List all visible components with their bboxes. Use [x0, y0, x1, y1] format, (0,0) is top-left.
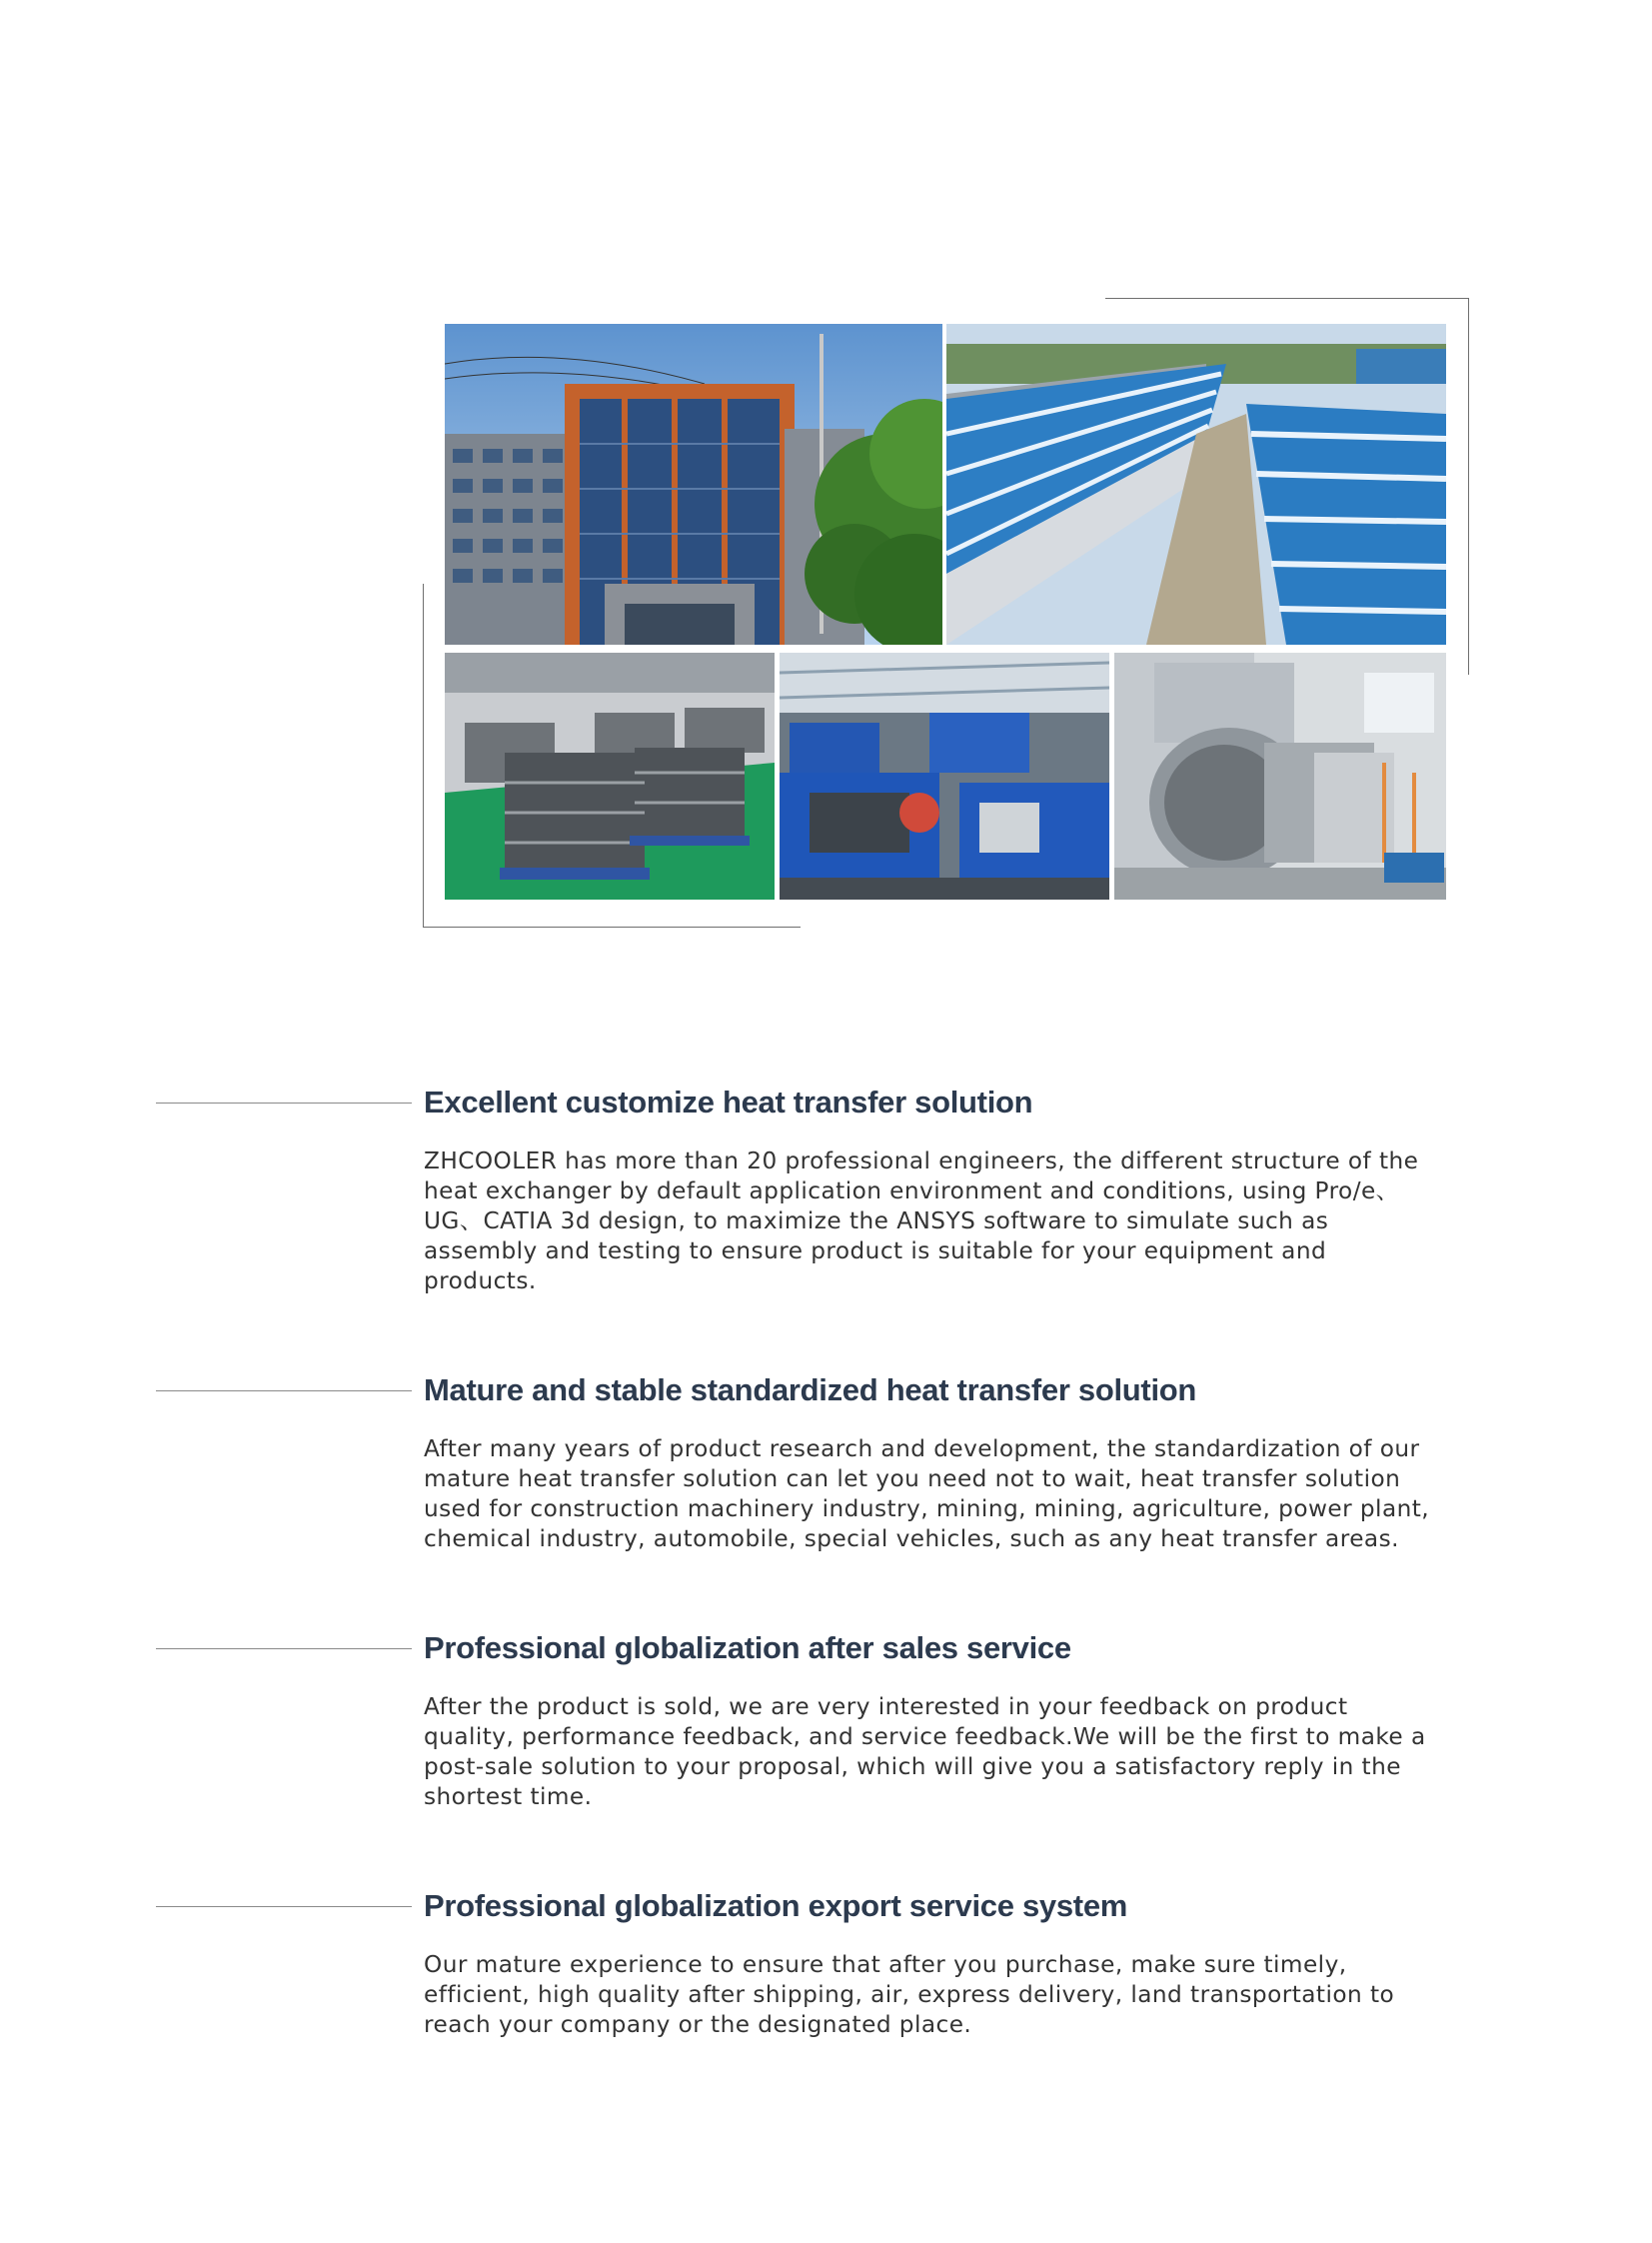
section-heading: Mature and stable standardized heat transfer solution: [424, 1372, 1197, 1407]
section-body: [424, 1434, 1483, 1554]
feature-section-export: [424, 1886, 1483, 2040]
frame-line-left: [423, 584, 424, 928]
vacuum-furnace-photo: [1114, 653, 1446, 900]
feature-section-after-sales: [424, 1628, 1483, 1812]
section-heading: Professional globalization after sales service: [424, 1630, 1071, 1665]
section-heading: Excellent customize heat transfer solution: [424, 1085, 1033, 1120]
body-line: mature heat transfer solution can let you need not to wait, heat transfer solution: [424, 1465, 1401, 1492]
section-body: [424, 1692, 1483, 1812]
body-line: ZHCOOLER has more than 20 professional engineers, the different structure of the: [424, 1147, 1419, 1174]
body-line: shortest time.: [424, 1783, 593, 1810]
section-body: [424, 1950, 1483, 2040]
section-rule: [156, 1906, 412, 1907]
factory-aerial-photo: [946, 324, 1446, 645]
body-line: products.: [424, 1267, 537, 1294]
body-line: Our mature experience to ensure that after you purchase, make sure timely,: [424, 1951, 1347, 1978]
body-line: quality, performance feedback, and service feedback.We will be the first to make a: [424, 1723, 1426, 1750]
body-line: assembly and testing to ensure product is suitable for your equipment and: [424, 1237, 1327, 1264]
section-rule: [156, 1103, 412, 1104]
production-line-photo: [780, 653, 1109, 900]
office-building-photo: [445, 324, 942, 645]
body-line: After many years of product research and development, the standardization of our: [424, 1435, 1420, 1462]
body-line: After the product is sold, we are very interested in your feedback on product: [424, 1693, 1348, 1720]
body-line: post-sale solution to your proposal, which will give you a satisfactory reply in the: [424, 1753, 1401, 1780]
frame-line-bottom: [423, 927, 801, 928]
body-line: used for construction machinery industry, mining, mining, agriculture, power plant,: [424, 1495, 1430, 1522]
section-rule: [156, 1648, 412, 1649]
body-line: chemical industry, automobile, special vehicles, such as any heat transfer areas.: [424, 1525, 1399, 1552]
body-line: reach your company or the designated place.: [424, 2011, 972, 2038]
section-heading: Professional globalization export service system: [424, 1888, 1128, 1923]
feature-section-standardized: [424, 1370, 1483, 1554]
body-line: UG、CATIA 3d design, to maximize the ANSYS software to simulate such as: [424, 1207, 1329, 1234]
feature-section-custom: [424, 1083, 1483, 1296]
body-line: heat exchanger by default application environment and conditions, using Pro/e、: [424, 1177, 1400, 1204]
body-line: efficient, high quality after shipping, air, express delivery, land transportation to: [424, 1981, 1395, 2008]
frame-line-top: [1105, 298, 1469, 299]
section-rule: [156, 1390, 412, 1391]
frame-line-right: [1468, 298, 1469, 675]
warehouse-stock-photo: [445, 653, 775, 900]
section-body: [424, 1146, 1483, 1296]
